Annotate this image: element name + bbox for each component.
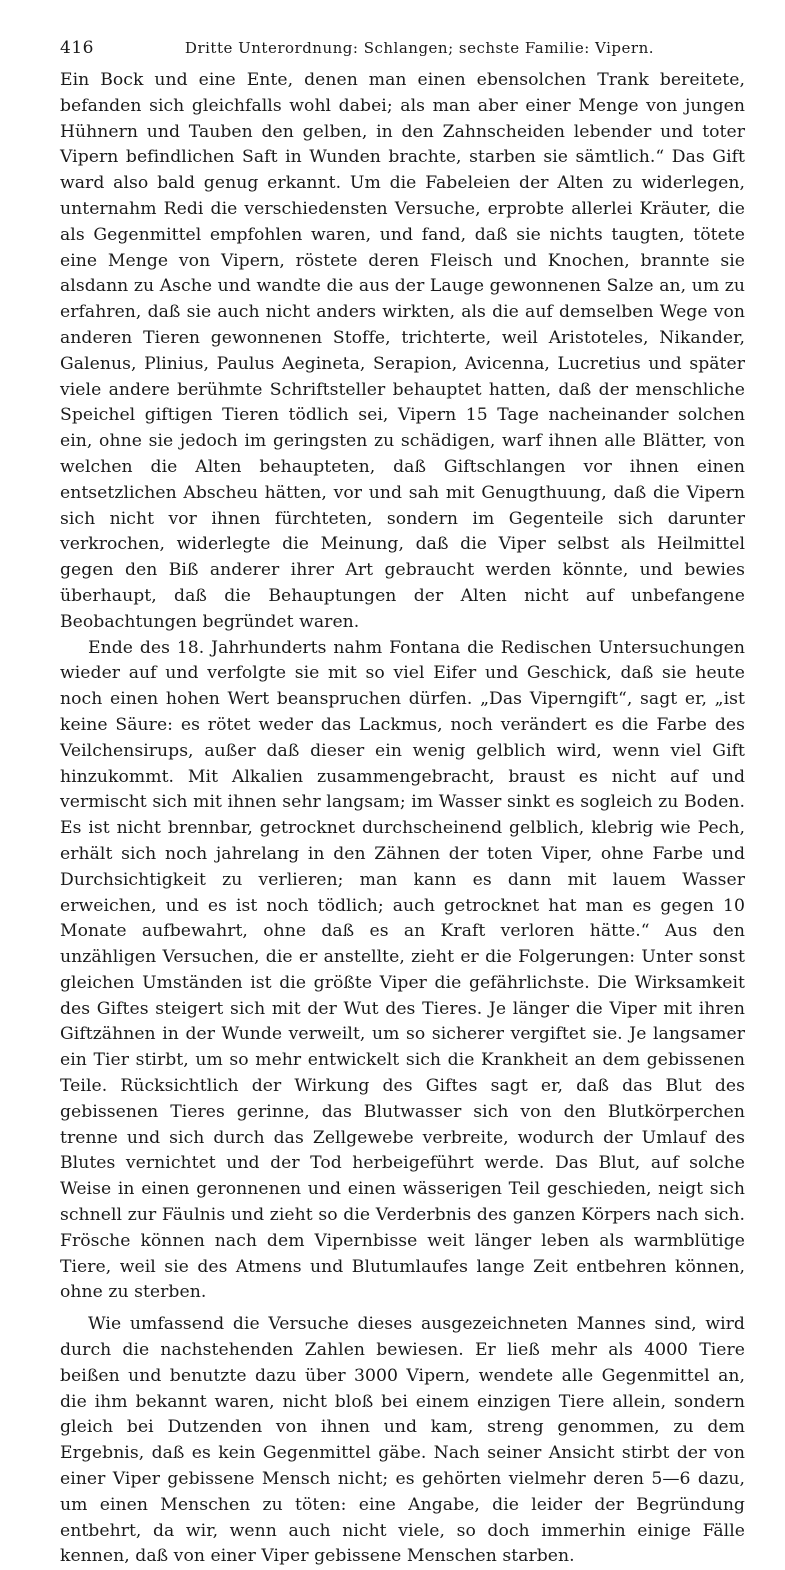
body-paragraph-3: Wie umfassend die Versuche dieses ausgezeichneten Mannes sind, wird durch die nachstehenden Zahlen bewiesen. Er ließ mehr als 4000 Tiere beißen und benutzte dazu über 3000 Vipern, wendete alle Gegenmittel an, die ihm bekannt waren, nicht bloß bei einem einzigen Tiere allein, sondern gleich bei Dutzenden von ihnen und kam, streng genommen, zu dem Ergebnis, daß es kein Gegenmittel gäbe. Nach seiner Ansicht stirbt der von einer Viper gebissene Mensch nicht; es gehörten vielmehr deren 5—6 dazu, um einen Menschen zu töten: eine Angabe, die leider der Begründung entbehrt, da wir, wenn auch nicht viele, so doch immerhin einige Fälle kennen, daß von einer Viper gebissene Menschen starben.: [60, 1314, 745, 1567]
page-number: 416: [60, 38, 94, 58]
running-title: Dritte Unterordnung: Schlangen; sechste Familie: Vipern.: [184, 39, 655, 57]
body-paragraph-2: Ende des 18. Jahrhunderts nahm Fontana die Redischen Untersuchungen wieder auf und verfolgte sie mit so viel Eifer und Geschick, daß sie heute noch einen hohen Wert beanspruchen dürfen. „Das Viperngift“, sagt er, „ist keine Säure: es rötet weder das Lackmus, noch verändert es die Farbe des Veilchensirups, außer daß dieser ein wenig gelblich wird, wenn viel Gift hinzukommt. Mit Alkalien zusammengebracht, braust es nicht auf und vermischt sich mit ihnen sehr langsam; im Wasser sinkt es sogleich zu Boden. Es ist nicht brennbar, getrocknet durchscheinend gelblich, klebrig wie Pech, erhält sich noch jahrelang in den Zähnen der toten Viper, ohne Farbe und Durchsichtigkeit zu verlieren; man kann es dann mit lauem Wasser erweichen, und es ist noch tödlich; auch getrocknet hat man es gegen 10 Monate aufbewahrt, ohne daß es an Kraft verloren hätte.“ Aus den unzähligen Versuchen, die er anstellte, zieht er die Folgerungen: Unter sonst gleichen Umständen ist die größte Viper die gefährlichste. Die Wirksamkeit des Giftes steigert sich mit der Wut des Tieres. Je länger die Viper mit ihren Giftzähnen in der Wunde verweilt, um so sicherer vergiftet sie. Je langsamer ein Tier stirbt, um so mehr entwickelt sich die Krankheit an dem gebissenen Teile. Rücksichtlich der Wirkung des Giftes sagt er, daß das Blut des gebissenen Tieres gerinne, das Blutwasser sich von den Blutkörperchen trenne und sich durch das Zellgewebe verbreite, wodurch der Umlauf des Blutes vernichtet und der Tod herbeigeführt werde. Das Blut, auf solche Weise in einen geronnenen und einen wässerigen Teil geschieden, neigt sich schnell zur Fäulnis und zieht so die Verderbnis des ganzen Körpers nach sich. Frösche können nach dem Vipernbisse weit länger leben als warmblütige Tiere, weil sie des Atmens und Blutumlaufes lange Zeit entbehren können, ohne zu sterben.: [60, 637, 745, 1303]
body-paragraph-1: Ein Bock und eine Ente, denen man einen ebensolchen Trank bereitete, befanden sich gleichfalls wohl dabei; als man aber einer Menge von jungen Hühnern und Tauben den gelben, in den Zahnscheiden lebender und toter Vipern befindlichen Saft in Wunden brachte, starben sie sämtlich.“ Das Gift ward also bald genug erkannt. Um die Fabeleien der Alten zu widerlegen, unternahm Redi die verschiedensten Versuche, erprobte allerlei Kräuter, die als Gegenmittel empfohlen waren, und fand, daß sie nichts taugten, tötete eine Menge von Vipern, röstete deren Fleisch und Knochen, brannte sie alsdann zu Asche und wandte die aus der Lauge gewonnenen Salze an, um zu erfahren, daß sie auch nicht anders wirkten, als die auf demselben Wege von anderen Tieren gewonnenen Stoffe, trichterte, weil Aristoteles, Nikander, Galenus, Plinius, Paulus Aegineta, Serapion, Avicenna, Lucretius und später viele andere berühmte Schriftsteller behauptet hatten, daß der menschliche Speichel giftigen Tieren tödlich sei, Vipern 15 Tage nacheinander solchen ein, ohne sie jedoch im geringsten zu schädigen, warf ihnen alle Blätter, von welchen die Alten behaupteten, daß Giftschlangen vor ihnen einen entsetzlichen Abscheu hätten, vor und sah mit Genugthuung, daß die Vipern sich nicht vor ihnen fürchteten, sondern im Gegenteile sich darunter verkrochen, widerlegte die Meinung, daß die Viper selbst als Heilmittel gegen den Biß anderer ihrer Art gebraucht werden könnte, und bewies überhaupt, daß die Behauptungen der Alten nicht auf unbefangene Beobachtungen begründet waren.: [60, 70, 745, 632]
running-header: [60, 38, 745, 58]
